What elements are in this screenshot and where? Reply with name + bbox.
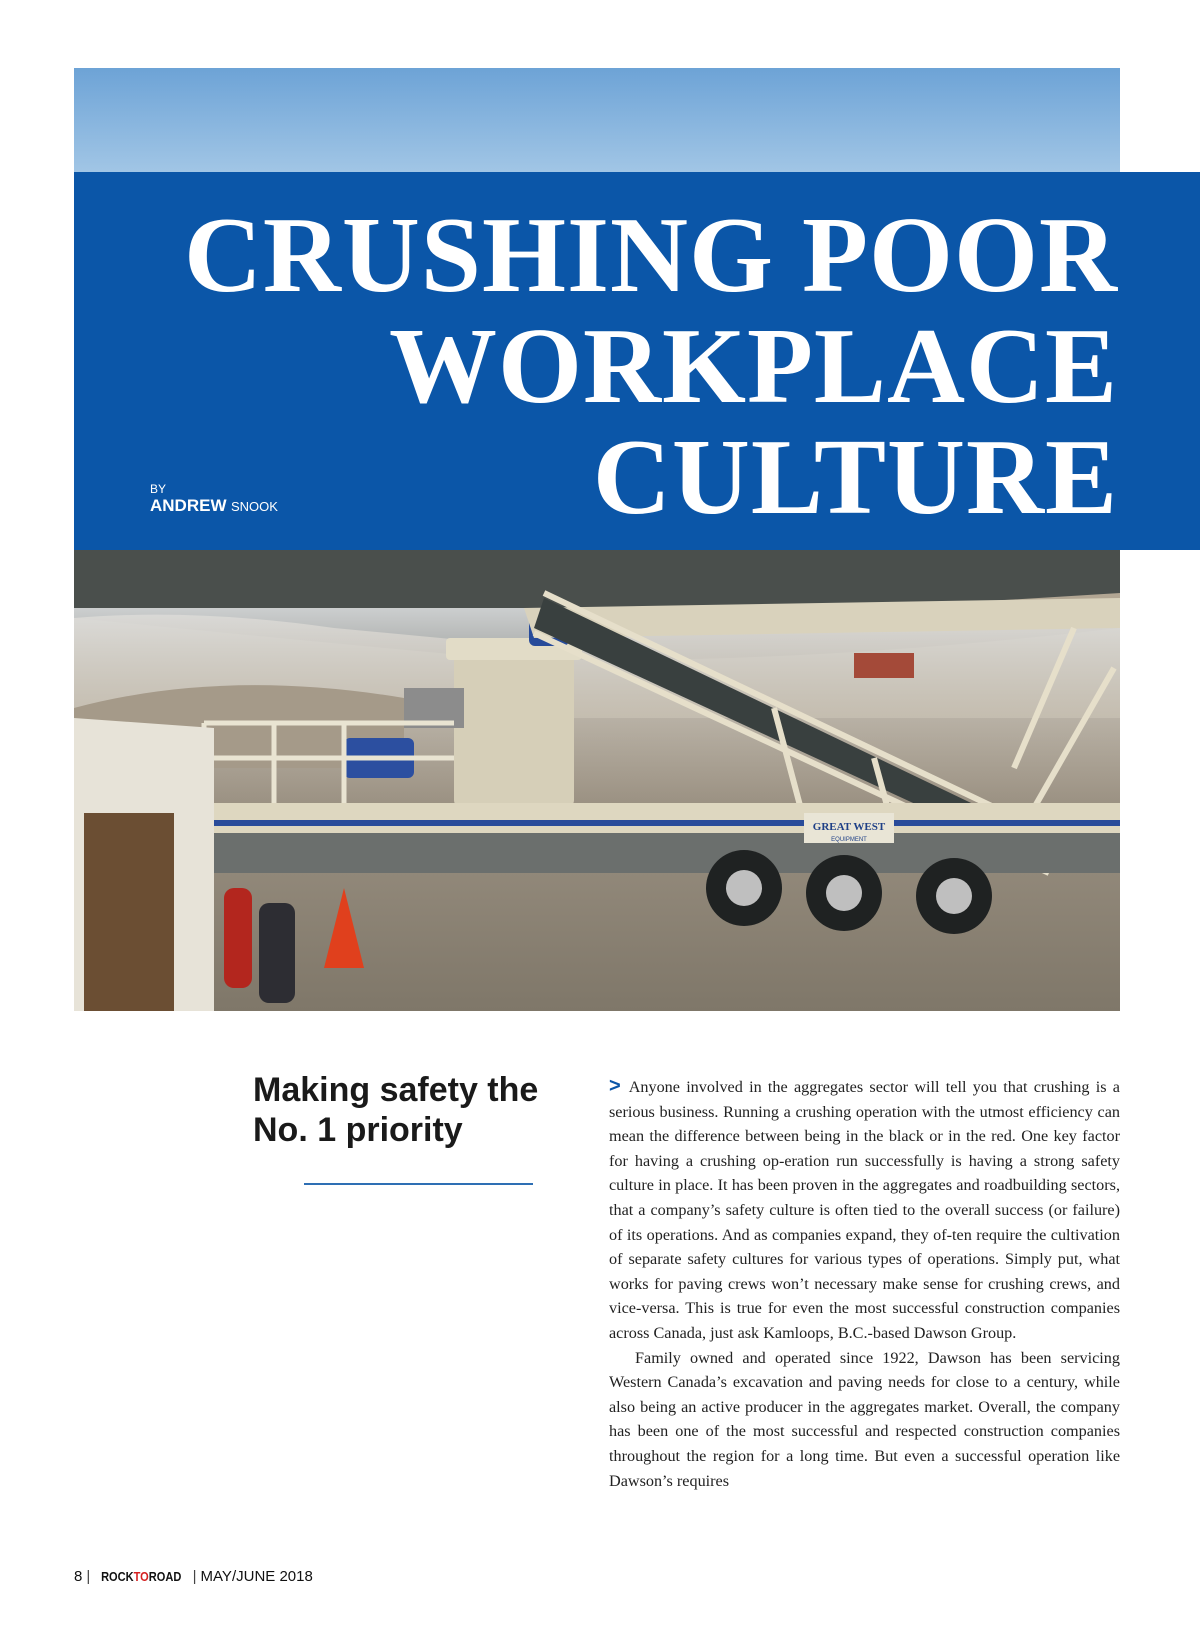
magazine-logo-road: ROAD <box>149 1569 182 1584</box>
trailer-brand-sub: EQUIPMENT <box>831 837 867 843</box>
footer-separator-2: | <box>192 1568 197 1585</box>
magazine-logo-to: TO <box>133 1569 150 1584</box>
byline-by: BY <box>150 482 167 496</box>
headline-line-3: CULTURE <box>592 418 1118 537</box>
magazine-logo <box>101 1569 181 1584</box>
page-footer <box>74 1568 313 1585</box>
headline-line-2: WORKPLACE <box>388 307 1118 426</box>
author-last-name: SNOOK <box>230 499 278 514</box>
page-number: 8 <box>74 1568 83 1585</box>
paragraph-2: Family owned and operated since 1922, Dawson has been servicing Western Canada’s excavation and paving needs for close to a century, while also being an active producer in the aggregates market. Overall, the company has been one of the most successful and respected construction companies throughout the region for a long time. But even a successful operation like Dawson’s requires <box>609 1348 1120 1490</box>
paragraph-1-text: Anyone involved in the aggregates sector will tell you that crushing is a serious business. Running a crushing operation with the utmost efficiency can mean the difference between being in the black or in the red. One key factor for having a crushing op-eration run successfully is having a strong safety culture in place. It has been proven in the aggregates and roadbuilding sectors, that a company’s safety culture is often tied to the overall success (or failure) of its operations. And as companies expand, they of-ten require the cultivation of separate safety cultures for various types of operations. Simply put, what works for paving crews won’t necessary make sense for crushing crews, and vice-versa. This is true for even the most successful construction companies across Canada, just ask Kamloops, B.C.-based Dawson Group. <box>609 1078 1120 1342</box>
byline <box>150 482 278 516</box>
trailer-brand: GREAT WEST <box>812 821 886 833</box>
title-band <box>74 172 1200 550</box>
footer-separator: | <box>86 1568 91 1585</box>
deck: Making safety the No. 1 priority <box>253 1071 539 1149</box>
author-first-name: ANDREW <box>150 496 227 515</box>
issue-date: MAY/JUNE 2018 <box>200 1568 313 1585</box>
chevron-right-icon: > <box>609 1075 621 1097</box>
magazine-logo-rock: ROCK <box>101 1569 134 1584</box>
headline <box>183 196 1118 537</box>
paragraph-1 <box>609 1074 1120 1346</box>
article-body <box>609 1074 1120 1493</box>
deck-rule <box>304 1183 533 1185</box>
headline-line-1: CRUSHING POOR <box>183 196 1118 315</box>
